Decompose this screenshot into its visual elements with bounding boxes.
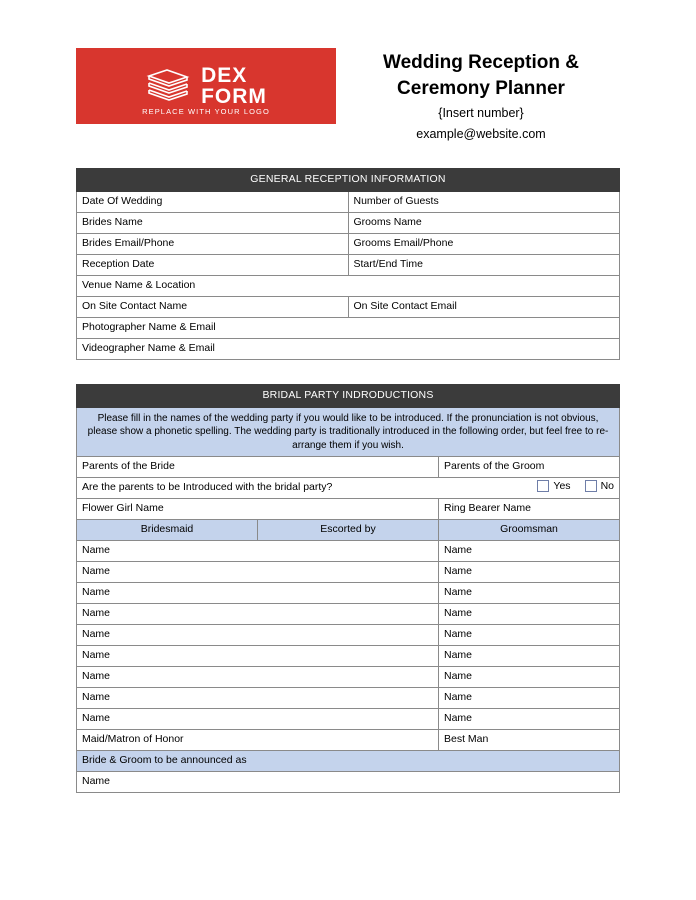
field-groomsman-name[interactable]: Name — [439, 709, 620, 730]
field-parents-of-the-bride[interactable]: Parents of the Bride — [77, 457, 439, 478]
column-header-escorted-by: Escorted by — [258, 520, 439, 541]
field-grooms-email-phone[interactable]: Grooms Email/Phone — [348, 233, 620, 254]
general-reception-section — [76, 168, 620, 360]
field-bridesmaid-name[interactable]: Name — [77, 604, 439, 625]
field-groomsman-name[interactable]: Name — [439, 604, 620, 625]
table-header-row — [77, 168, 620, 191]
table-row — [77, 254, 620, 275]
label-announced-as: Bride & Groom to be announced as — [77, 751, 620, 772]
table-row — [77, 296, 620, 317]
logo-inner — [145, 65, 267, 107]
stacked-books-icon — [145, 67, 191, 105]
field-announced-as-name[interactable]: Name — [77, 772, 620, 793]
logo-wordmark — [201, 65, 267, 107]
document-header — [76, 48, 620, 144]
bridal-party-section — [76, 384, 620, 794]
contact-email: example@website.com — [416, 127, 546, 142]
field-groomsman-name[interactable]: Name — [439, 625, 620, 646]
checkbox-no-label: No — [600, 480, 614, 493]
table-row — [77, 407, 620, 457]
field-bridesmaid-name[interactable]: Name — [77, 688, 439, 709]
logo-line-1: DEX — [201, 64, 248, 87]
field-ring-bearer-name[interactable]: Ring Bearer Name — [439, 499, 620, 520]
field-bridesmaid-name[interactable]: Name — [77, 646, 439, 667]
field-date-of-wedding[interactable]: Date Of Wedding — [77, 191, 349, 212]
page-title: Wedding Reception & Ceremony Planner — [383, 52, 579, 99]
yes-no-checkbox-group — [537, 480, 614, 492]
field-brides-email-phone[interactable]: Brides Email/Phone — [77, 233, 349, 254]
field-groomsman-name[interactable]: Name — [439, 562, 620, 583]
checkbox-yes[interactable] — [537, 480, 549, 492]
field-venue-name-location[interactable]: Venue Name & Location — [77, 275, 620, 296]
field-brides-name[interactable]: Brides Name — [77, 212, 349, 233]
field-bridesmaid-name[interactable]: Name — [77, 541, 439, 562]
company-logo — [76, 48, 336, 124]
title-block — [336, 48, 620, 144]
field-videographer-name-email[interactable]: Videographer Name & Email — [77, 338, 620, 359]
logo-tagline: REPLACE WITH YOUR LOGO — [142, 107, 270, 116]
table-row — [77, 457, 620, 478]
table-row — [77, 625, 620, 646]
field-number-of-guests[interactable]: Number of Guests — [348, 191, 620, 212]
field-on-site-contact-name[interactable]: On Site Contact Name — [77, 296, 349, 317]
table-row — [77, 212, 620, 233]
field-groomsman-name[interactable]: Name — [439, 646, 620, 667]
field-groomsman-name[interactable]: Name — [439, 667, 620, 688]
column-header-groomsman: Groomsman — [439, 520, 620, 541]
table-row — [77, 317, 620, 338]
table-row — [77, 275, 620, 296]
section-bar-general: GENERAL RECEPTION INFORMATION — [77, 168, 620, 191]
field-on-site-contact-email[interactable]: On Site Contact Email — [348, 296, 620, 317]
table-row — [77, 499, 620, 520]
field-bridesmaid-name[interactable]: Name — [77, 625, 439, 646]
table-row — [77, 667, 620, 688]
field-groomsman-name[interactable]: Name — [439, 583, 620, 604]
bridal-party-table — [76, 384, 620, 794]
column-header-bridesmaid: Bridesmaid — [77, 520, 258, 541]
field-best-man[interactable]: Best Man — [439, 730, 620, 751]
table-row — [77, 751, 620, 772]
table-row — [77, 772, 620, 793]
bridal-instructions-note: Please fill in the names of the wedding party if you would like to be introduced. If the pronunciation is not obvious, please show a phonetic spelling. The wedding party is traditionally introduced in the following order, but feel free to re-arrange them if you wish. — [77, 407, 620, 457]
table-row — [77, 338, 620, 359]
table-row — [77, 688, 620, 709]
field-bridesmaid-name[interactable]: Name — [77, 583, 439, 604]
parents-introduced-question: Are the parents to be Introduced with the bridal party? — [82, 481, 333, 494]
checkbox-yes-label: Yes — [553, 480, 571, 493]
table-row — [77, 730, 620, 751]
table-row — [77, 191, 620, 212]
field-reception-date[interactable]: Reception Date — [77, 254, 349, 275]
table-row — [77, 604, 620, 625]
field-start-end-time[interactable]: Start/End Time — [348, 254, 620, 275]
field-groomsman-name[interactable]: Name — [439, 541, 620, 562]
field-parents-of-the-groom[interactable]: Parents of the Groom — [439, 457, 620, 478]
field-bridesmaid-name[interactable]: Name — [77, 667, 439, 688]
section-bar-bridal: BRIDAL PARTY INDRODUCTIONS — [77, 384, 620, 407]
table-row — [77, 562, 620, 583]
insert-number: {Insert number} — [438, 106, 524, 121]
field-grooms-name[interactable]: Grooms Name — [348, 212, 620, 233]
table-row — [77, 583, 620, 604]
table-header-row — [77, 384, 620, 407]
general-reception-table — [76, 168, 620, 360]
field-maid-matron-of-honor[interactable]: Maid/Matron of Honor — [77, 730, 439, 751]
field-photographer-name-email[interactable]: Photographer Name & Email — [77, 317, 620, 338]
logo-line-2: FORM — [201, 85, 267, 108]
field-flower-girl-name[interactable]: Flower Girl Name — [77, 499, 439, 520]
field-bridesmaid-name[interactable]: Name — [77, 709, 439, 730]
checkbox-no[interactable] — [585, 480, 597, 492]
table-row — [77, 646, 620, 667]
table-row — [77, 541, 620, 562]
field-bridesmaid-name[interactable]: Name — [77, 562, 439, 583]
parents-introduced-question-row — [77, 478, 620, 499]
table-row — [77, 478, 620, 499]
table-column-header-row — [77, 520, 620, 541]
field-groomsman-name[interactable]: Name — [439, 688, 620, 709]
table-row — [77, 233, 620, 254]
table-row — [77, 709, 620, 730]
